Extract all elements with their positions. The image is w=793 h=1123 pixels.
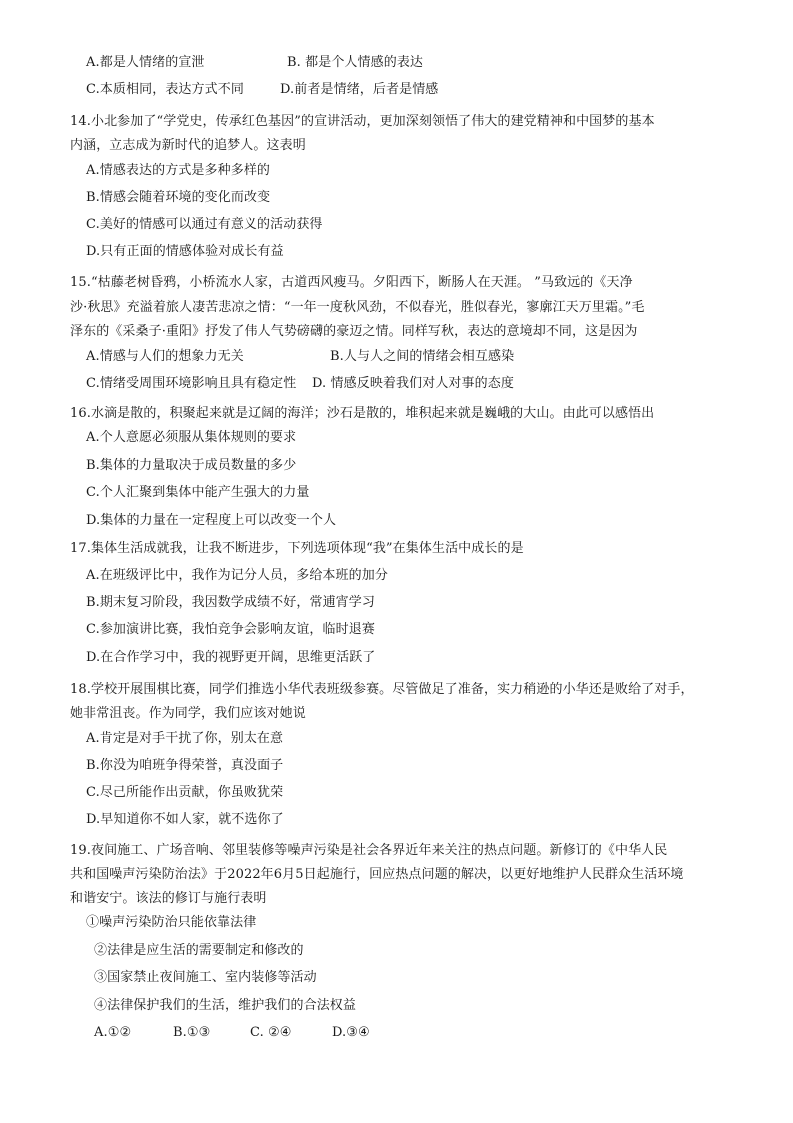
q14-option-a: A.情感表达的方式是多种多样的 (86, 163, 271, 178)
q19-statement-2: ②法律是应生活的需要制定和修改的 (94, 943, 304, 958)
q17-stem: 17.集体生活成就我，让我不断进步，下列选项体现“我”在集体生活中成长的是 (70, 541, 524, 556)
q17-option-b: B.期末复习阶段，我因数学成绩不好，常逋宵学习 (86, 595, 375, 610)
q15-stem-line2: 沙·秋思》充溢着旅人凄苦悲凉之情：“一年一度秋风劲，不似春光，胜似春光，寥廓江天万里霜。”毛 (70, 300, 645, 315)
q17-option-a: A.在班级评比中，我作为记分人员，多给本班的加分 (86, 568, 388, 583)
q18-option-c: C.尽己所能作出贡献，你虽败犹荣 (86, 785, 284, 800)
q16-stem: 16.水滴是散的，积聚起来就是辽阔的海洋；沙石是散的，堆积起来就是巍峨的大山。由此可以感悟出 (70, 406, 655, 421)
q17-option-c: C.参加演讲比赛，我怕竞争会影响友谊，临时退赛 (86, 622, 375, 637)
q19-statement-3: ③国家禁止夜间施工、室内装修等活动 (94, 970, 317, 985)
q18-stem-line2: 她非常沮丧。作为同学，我们应该对她说 (70, 706, 306, 721)
q19-statement-1: ①噪声污染防治只能依靠法律 (86, 915, 257, 930)
q13-option-a: A.都是人情绪的宣泄 (86, 55, 205, 70)
q17-option-d: D.在合作学习中，我的视野更开阔，思维更活跃了 (86, 650, 376, 665)
q19-statement-4: ④法律保护我们的生活，维护我们的合法权益 (94, 998, 357, 1013)
q18-option-b: B.你没为咱班争得荣誉，真没面子 (86, 758, 284, 773)
q19-option-c: C. ②④ (250, 1025, 292, 1040)
q18-option-d: D.早知道你不如人家，就不选你了 (86, 812, 284, 827)
q14-stem-line1: 14.小北参加了“学党史，传承红色基因”的宣讲活动，更加深刻领悟了伟大的建党精神和中国梦的基本 (70, 114, 655, 129)
q13-option-c: C.本质相同，表达方式不同 (86, 82, 244, 97)
q19-stem-line3: 和谐安宁。该法的修订与施行表明 (70, 891, 267, 906)
q13-option-d: D.前者是情绪，后者是情感 (280, 82, 439, 97)
q15-stem-line1: 15.“枯藤老树昏鸦，小桥流水人家，古道西风瘦马。夕阳西下，断肠人在天涯。 ”马致远的《天净 (70, 275, 633, 290)
q14-stem-line2: 内涵，立志成为新时代的追梦人。这表明 (70, 138, 306, 153)
q19-stem-line1: 19.夜间施工、广场音响、邻里装修等噪声污染是社会各界近年来关注的热点问题。新修订的《中华人民 (70, 843, 668, 858)
q19-option-d: D.③④ (332, 1025, 370, 1040)
q19-option-a: A.①② (94, 1025, 132, 1040)
q14-option-c: C.美好的情感可以通过有意义的活动获得 (86, 217, 323, 232)
q14-option-d: D.只有正面的情感体验对成长有益 (86, 244, 284, 259)
q15-option-a: A.情感与人们的想象力无关 (86, 349, 244, 364)
q19-option-b: B.①③ (173, 1025, 211, 1040)
q18-option-a: A.肯定是对手干扰了你，别太在意 (86, 731, 284, 746)
q19-stem-line2: 共和国噪声污染防治法》于2022年6月5日起施行，回应热点问题的解决，以更好地维护人民群众生活环境 (70, 867, 684, 882)
q16-option-d: D.集体的力量在一定程度上可以改变一个人 (86, 513, 337, 528)
q18-stem-line1: 18.学校开展围棋比赛，同学们推选小华代表班级参赛。尽管做足了准备，实力稍逊的小华还是败给了对手， (70, 682, 694, 697)
q15-option-b: B.人与人之间的情绪会相互感染 (330, 349, 515, 364)
q16-option-b: B.集体的力量取决于成员数量的多少 (86, 458, 297, 473)
q15-stem-line3: 泽东的《采桑子·重阳》抒发了伟人气势磅礴的豪迈之情。同样写秋，表达的意境却不同，这是因为 (70, 324, 638, 339)
q14-option-b: B.情感会随着环境的变化而改变 (86, 190, 271, 205)
q16-option-a: A.个人意愿必须服从集体规则的要求 (86, 430, 297, 445)
q15-option-c: C.情绪受周围环境影响且具有稳定性 (86, 376, 297, 391)
q15-option-d: D. 情感反映着我们对人对事的态度 (312, 376, 514, 391)
q16-option-c: C.个人汇聚到集体中能产生强大的力量 (86, 485, 310, 500)
q13-option-b: B. 都是个人情感的表达 (287, 55, 424, 70)
